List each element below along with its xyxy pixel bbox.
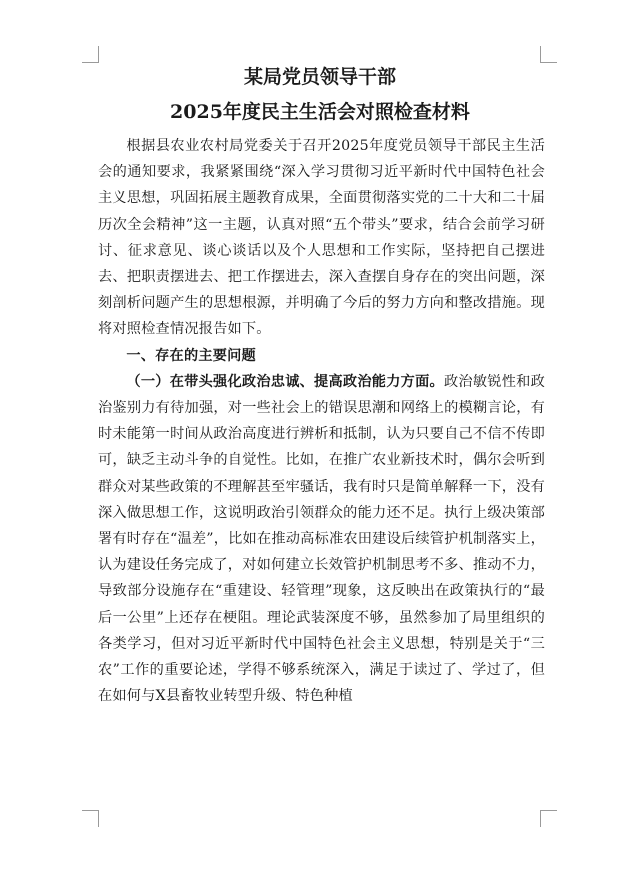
intro-paragraph: 根据县农业农村局党委关于召开2025年度党员领导干部民主生活会的通知要求，我紧紧围绕“深入学习贯彻习近平新时代中国特色社会主义思想，巩固拓展主题教育成果，全面贯彻落实党的二十大和二十届历次全会精神”这一主题，认真对照“五个带头”要求，结合会前学习研讨、征求意见、谈心谈话以及个人思想和工作实际，坚持把自己摆进去、把职责摆进去、把工作摆进去，深入查摆自身存在的突出问题，深刻剖析问题产生的思想根源，并明确了今后的努力方向和整改措施。现将对照检查情况报告如下。 xyxy=(98,138,545,338)
crop-mark-top-left xyxy=(82,46,99,63)
crop-mark-bottom-right xyxy=(540,810,557,827)
document-title-line1: 某局党员领导干部 xyxy=(243,66,396,88)
crop-mark-top-right xyxy=(540,46,557,63)
document-title-line2: 2025年度民主生活会对照检查材料 xyxy=(170,101,470,123)
subsection-lead: （一）在带头强化政治忠诚、提高政治能力方面。 xyxy=(126,373,444,390)
crop-mark-bottom-left xyxy=(82,810,99,827)
document-body xyxy=(98,133,545,709)
subsection-paragraph xyxy=(98,369,545,710)
subsection-text: 政治敏锐性和政治鉴别力有待加强，对一些社会上的错误思潮和网络上的模糊言论，有时未能第一时间从政治高度进行辨析和抵制，认为只要自己不信不传即可，缺乏主动斗争的自觉性。比如，在推广农业新技术时，偶尔会听到群众对某些政策的不理解甚至牢骚话，我有时只是简单解释一下，没有深入做思想工作，这说明政治引领群众的能力还不足。执行上级决策部署有时存在“温差”，比如在推动高标准农田建设后续管护机制落实上，认为建设任务完成了，对如何建立长效管护机制思考不多、推动不力，导致部分设施存在“重建设、轻管理”现象，这反映出在政策执行的“最后一公里”上还存在梗阻。理论武装深度不够，虽然参加了局里组织的各类学习，但对习近平新时代中国特色社会主义思想，特别是关于“三农”工作的重要论述，学得不够系统深入，满足于读过了、学过了，但在如何与X县畜牧业转型升级、特色种植 xyxy=(98,373,546,705)
section-heading: 一、存在的主要问题 xyxy=(126,347,256,364)
